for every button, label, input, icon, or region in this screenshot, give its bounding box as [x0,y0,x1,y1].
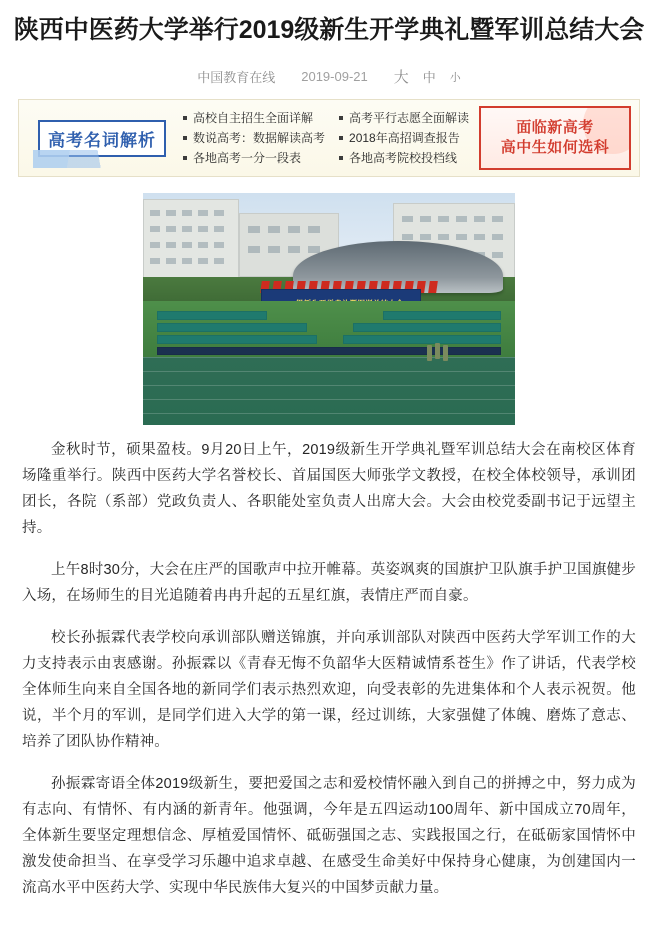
article-paragraph: 上午8时30分，大会在庄严的国歌声中拉开帷幕。英姿飒爽的国旗护卫队旗手护卫国旗健步入场，在场师生的目光追随着冉冉升起的五星红旗，表情庄严而自豪。 [22,562,636,604]
promo-link[interactable]: 2018年高招调查报告 [339,130,469,146]
promo-badge[interactable]: 高考名词解析 [38,120,166,157]
photo-crowd-block [383,311,501,320]
font-size-small-button[interactable]: 小 [449,71,461,84]
article-photo [143,193,515,425]
article-source: 中国教育在线 [197,70,276,85]
promo-cta-line-1: 面临新高考 [516,119,594,136]
photo-crowd-block [157,335,317,344]
promo-link[interactable]: 各地高考一分一段表 [183,150,325,166]
page-title: 陕西中医药大学举行2019级新生开学典礼暨军训总结大会 [13,16,645,44]
font-size-medium-button[interactable]: 中 [422,70,436,85]
promo-link[interactable]: 数说高考：数据解读高考 [183,130,325,146]
article-meta [0,52,658,99]
promo-banner[interactable] [18,99,640,177]
photo-crowd-block [343,335,501,344]
photo-soldier [435,343,440,359]
promo-cta-line-2: 高中生如何选科 [500,139,610,156]
promo-link-columns [177,106,475,170]
photo-crowd-block [353,323,501,332]
article-body [0,429,658,943]
article-paragraph: 金秋时节，硕果盈枝。9月20日上午，2019级新生开学典礼暨军训总结大会在南校区体育场隆重举行。陕西中医药大学名誉校长、首届国医大师张学文教授，在校全体校领导，承训团团长，各院（系部）党政负责人、各职能处室负责人出席大会。大会由校党委副书记于远望主持。 [22,442,636,536]
article-date: 2019-09-21 [301,69,368,84]
promo-link[interactable]: 高校自主招生全面详解 [183,110,325,126]
title-section [0,0,658,52]
promo-link[interactable]: 高考平行志愿全面解读 [339,110,469,126]
photo-crowd-block [157,347,501,355]
photo-soldier [443,345,448,361]
promo-link[interactable]: 各地高考院校投档线 [339,150,469,166]
font-size-controls [394,66,461,87]
promo-badge-area [27,106,177,170]
promo-ribbon-decoration [33,150,153,168]
promo-column-1 [183,110,325,166]
article-paragraph: 孙振霖寄语全体2019级新生，要把爱国之志和爱校情怀融入到自己的拼搏之中，努力成为有志向、有情怀、有内涵的新青年。他强调，今年是五四运动100周年、新中国成立70周年，全体新生要坚定理想信念、厚植爱国情怀、砥砺强国之志、实践报国之行，在砥砺家国情怀中激发使命担当、在享受学习乐趣中追求卓越、在感受生命美好中保持身心健康，为创建国内一流高水平中医药大学、实现中华民族伟大复兴的中国梦贡献力量。 [22,776,636,896]
photo-building-left [143,199,239,285]
photo-soldier [427,345,432,361]
font-size-large-button[interactable]: 大 [393,69,409,86]
photo-crowd-block [157,311,267,320]
photo-running-track [143,357,515,425]
article-paragraph: 校长孙振霖代表学校向承训部队赠送锦旗，并向承训部队对陕西中医药大学军训工作的大力支持表示由衷感谢。孙振霖以《青春无悔不负韶华大医精诚情系苍生》作了讲话，代表学校全体师生向来自全国各地的新同学们表示热烈欢迎，向受表彰的先进集体和个人表示祝贺。他说，半个月的军训，是同学们进入大学的第一课，经过训练，大家强健了体魄、磨炼了意志、培养了团队协作精神。 [22,630,636,750]
photo-crowd-block [157,323,307,332]
promo-cta-box[interactable] [479,106,631,170]
promo-column-2 [339,110,469,166]
